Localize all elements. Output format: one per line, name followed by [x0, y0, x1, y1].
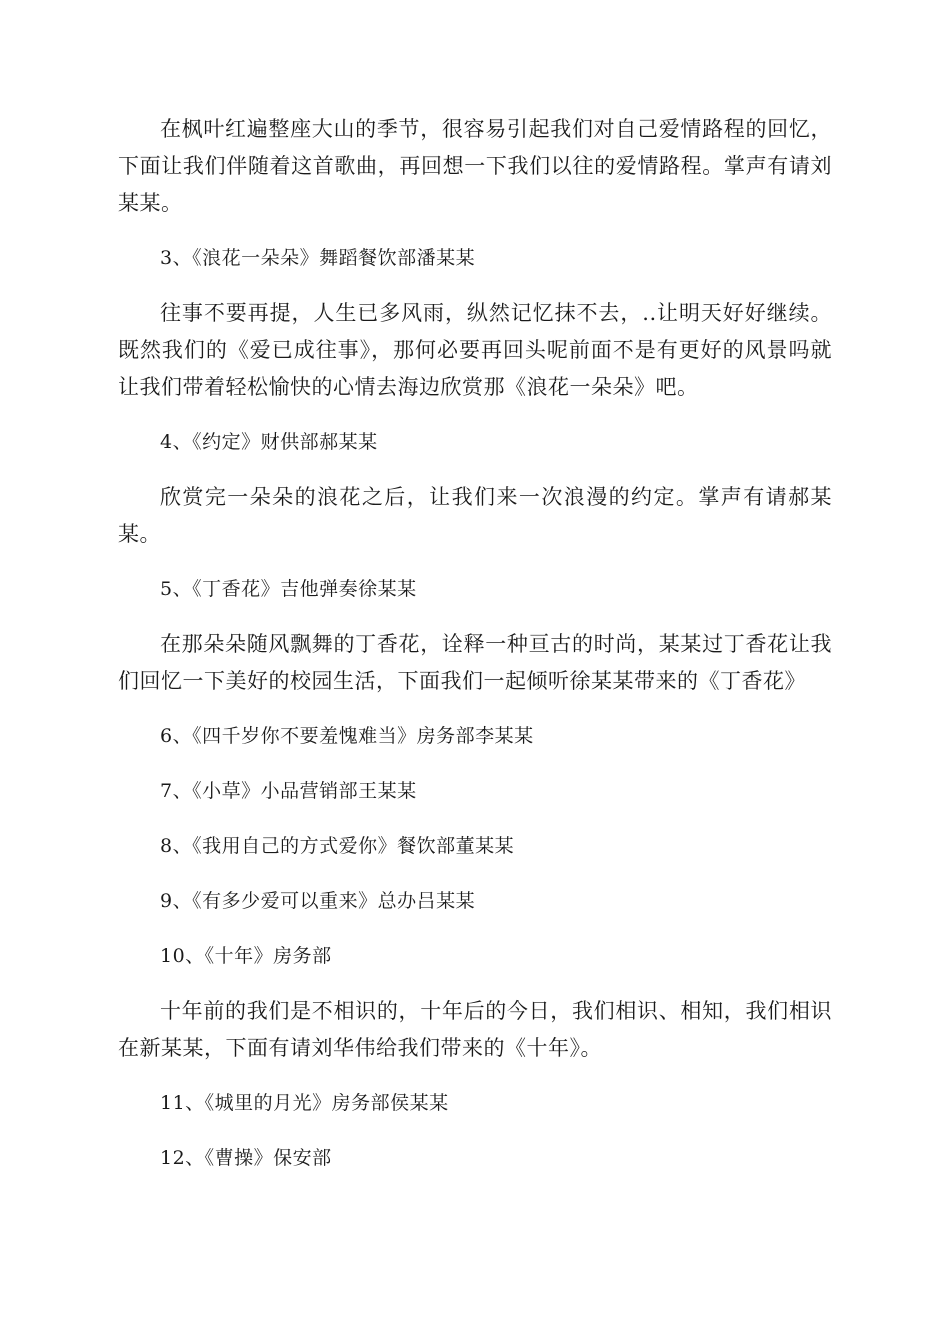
paragraph-intro-hao: 欣赏完一朵朵的浪花之后，让我们来一次浪漫的约定。掌声有请郝某某。 [118, 485, 832, 546]
spacer [118, 1067, 832, 1085]
program-item-5: 5、《丁香花》吉他弹奏徐某某 [160, 578, 417, 600]
spacer [118, 755, 832, 773]
program-item-7: 7、《小草》小品营销部王某某 [160, 780, 417, 802]
spacer [118, 553, 832, 571]
program-item-9: 9、《有多少爱可以重来》总办吕某某 [160, 890, 476, 912]
spacer [118, 865, 832, 883]
program-item-6: 6、《四千岁你不要羞愧难当》房务部李某某 [160, 725, 534, 747]
spacer [118, 700, 832, 718]
program-item-10: 10、《十年》房务部 [160, 945, 332, 967]
program-item-3: 3、《浪花一朵朵》舞蹈餐饮部潘某某 [160, 247, 476, 269]
spacer [118, 920, 832, 938]
paragraph-intro-pan: 往事不要再提，人生已多风雨，纵然记忆抹不去，..让明天好好继续。既然我们的《爱已成往事》，那何必要再回头呢前面不是有更好的风景吗就让我们带着轻松愉快的心情去海边欣赏那《浪花一朵朵》吧。 [118, 301, 832, 399]
paragraph-intro-liu: 在枫叶红遍整座大山的季节，很容易引起我们对自己爱情路程的回忆，下面让我们伴随着这首歌曲，再回想一下我们以往的爱情路程。掌声有请刘某某。 [118, 117, 832, 215]
spacer [118, 1122, 832, 1140]
document-page [118, 111, 832, 1177]
spacer [118, 406, 832, 424]
spacer [118, 222, 832, 240]
program-item-8: 8、《我用自己的方式爱你》餐饮部董某某 [160, 835, 515, 857]
spacer [118, 277, 832, 295]
spacer [118, 461, 832, 479]
program-item-4: 4、《约定》财供部郝某某 [160, 431, 378, 453]
spacer [118, 975, 832, 993]
program-item-12: 12、《曹操》保安部 [160, 1147, 332, 1169]
paragraph-intro-ten-years: 十年前的我们是不相识的，十年后的今日，我们相识、相知，我们相识在新某某，下面有请刘华伟给我们带来的《十年》。 [118, 999, 832, 1060]
spacer [118, 608, 832, 626]
program-item-11: 11、《城里的月光》房务部侯某某 [160, 1092, 449, 1114]
spacer [118, 810, 832, 828]
paragraph-intro-xu: 在那朵朵随风飘舞的丁香花，诠释一种亘古的时尚，某某过丁香花让我们回忆一下美好的校园生活，下面我们一起倾听徐某某带来的《丁香花》 [118, 632, 832, 693]
